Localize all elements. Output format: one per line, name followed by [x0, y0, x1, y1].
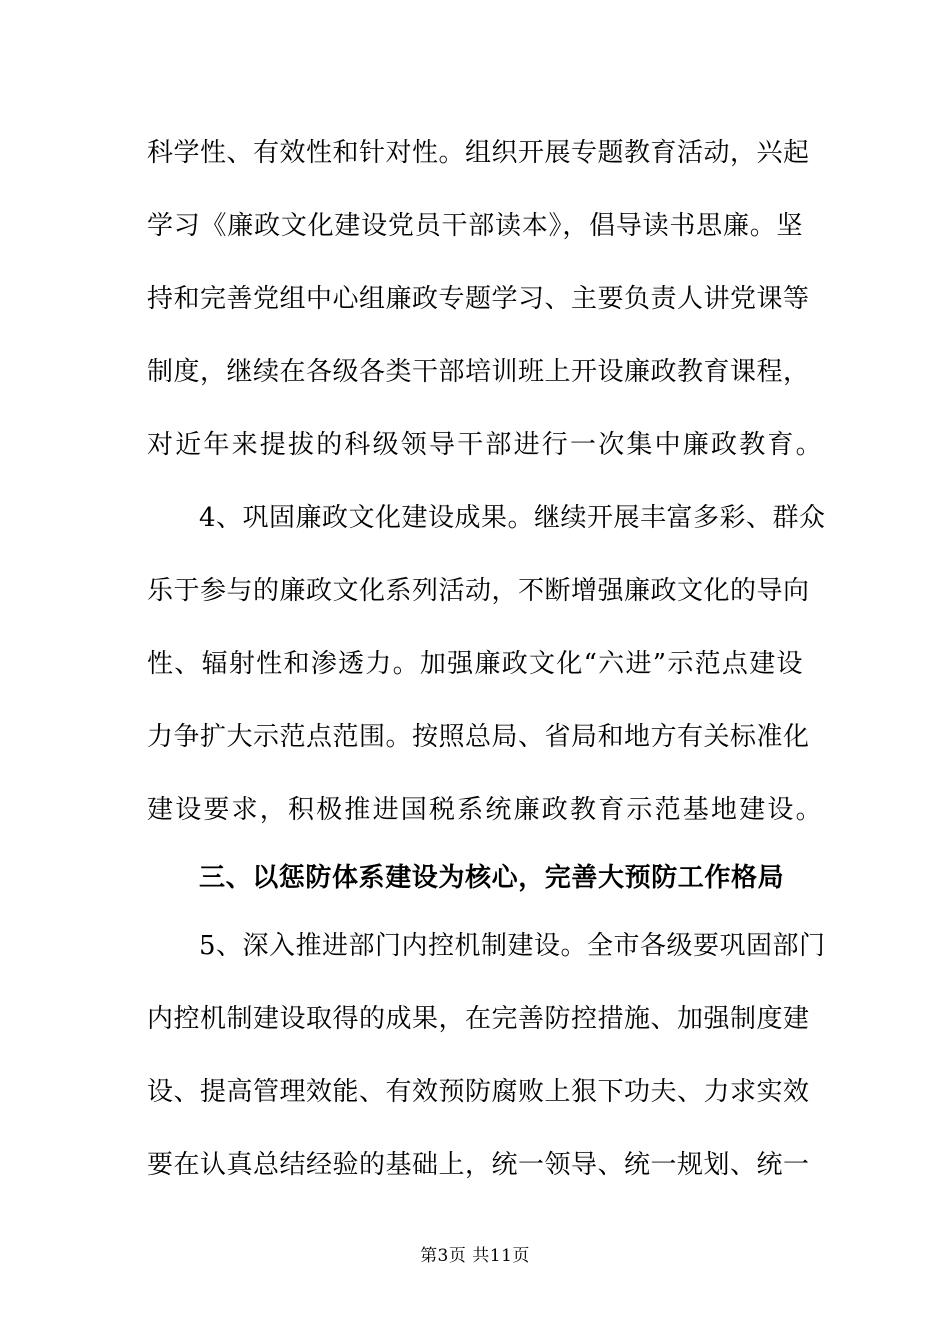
paragraph-line: 持和完善党组中心组廉政专题学习、主要负责人讲党课等	[147, 284, 810, 314]
paragraph-line: 制度，继续在各级各类干部培训班上开设廉政教育课程，	[147, 357, 810, 387]
section-heading: 三、以惩防体系建设为核心，完善大预防工作格局	[199, 863, 785, 893]
page-number: 第3页 共11页	[420, 1246, 530, 1266]
paragraph-line: 性、辐射性和渗透力。加强廉政文化“六进”示范点建设	[147, 649, 803, 679]
paragraph-line: 对近年来提拔的科级领导干部进行一次集中廉政教育。	[147, 430, 824, 460]
paragraph-line: 要在认真总结经验的基础上，统一领导、统一规划、统一	[147, 1150, 810, 1180]
paragraph-line: 力争扩大示范点范围。按照总局、省局和地方有关标准化	[147, 722, 810, 752]
paragraph-line: 乐于参与的廉政文化系列活动，不断增强廉政文化的导向	[147, 576, 810, 606]
paragraph-line: 设、提高管理效能、有效预防腐败上狠下功夫、力求实效	[147, 1077, 810, 1107]
paragraph-line: 学习《廉政文化建设党员干部读本》，倡导读书思廉。坚	[147, 211, 803, 241]
paragraph-line: 4、巩固廉政文化建设成果。继续开展丰富多彩、群众	[199, 503, 826, 533]
paragraph-line: 科学性、有效性和针对性。组织开展专题教育活动，兴起	[147, 138, 810, 168]
paragraph-line: 内控机制建设取得的成果，在完善防控措施、加强制度建	[147, 1004, 810, 1034]
paragraph-line: 建设要求，积极推进国税系统廉政教育示范基地建设。	[147, 795, 824, 825]
paragraph-line: 5、深入推进部门内控机制建设。全市各级要巩固部门	[199, 931, 826, 961]
